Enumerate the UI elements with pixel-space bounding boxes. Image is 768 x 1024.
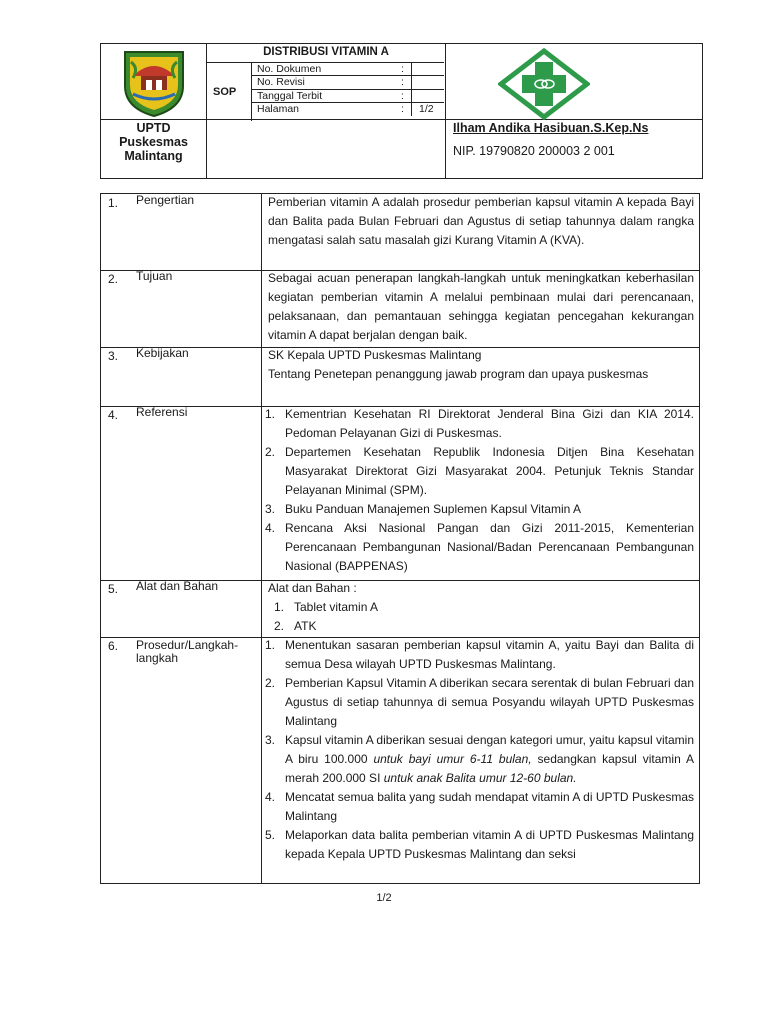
- list-item: [265, 788, 694, 826]
- document-title: DISTRIBUSI VITAMIN A: [263, 46, 389, 58]
- document-header: [100, 43, 703, 179]
- list-item: [274, 598, 694, 617]
- section-number: 1.: [108, 196, 119, 210]
- list-number: 3.: [265, 733, 276, 747]
- divider: [206, 44, 207, 178]
- list-number: 4.: [265, 521, 276, 535]
- section-alat-bahan: [101, 580, 699, 637]
- list-item: [274, 617, 694, 636]
- signatory-nip: NIP. 19790820 200003 2 001: [453, 144, 615, 158]
- list-text: Melaporkan data balita pemberian vitamin A di UPTD Puskesmas Malintang kepada Kepala UPTD Puskesmas Malintang dan seksi: [285, 828, 694, 861]
- section-text: [268, 269, 694, 345]
- section-referensi: [101, 406, 699, 580]
- meta-row: [251, 63, 444, 76]
- regional-emblem-logo: [119, 48, 189, 118]
- list-text: Pemberian Kapsul Vitamin A diberikan secara serentak di bulan Februari dan Agustus di setiap tahunnya di semua Posyandu wilayah UPTD Puskesmas Malintang: [285, 676, 694, 728]
- list-number: 1.: [265, 407, 276, 421]
- puskesmas-logo-cell: [445, 44, 703, 119]
- list-number: 2.: [274, 619, 285, 633]
- list-item: [265, 443, 694, 500]
- list-text: Menentukan sasaran pemberian kapsul vitamin A, yaitu Bayi dan Balita di semua Desa wilayah UPTD Puskesmas Malintang.: [285, 638, 694, 671]
- meta-row: [251, 76, 444, 89]
- meta-label: No. Dokumen: [257, 63, 322, 75]
- section-name: Alat dan Bahan: [136, 579, 219, 593]
- org-line: Malintang: [124, 149, 183, 163]
- list-item: [265, 826, 694, 864]
- document-meta: [251, 63, 444, 116]
- list-item: [265, 674, 694, 731]
- section-name: Pengertian: [136, 193, 195, 207]
- paragraph: Alat dan Bahan :: [268, 581, 357, 595]
- list-number: 3.: [265, 502, 276, 516]
- section-number: 6.: [108, 639, 119, 653]
- italic-text: untuk bayi umur 6-11 bulan,: [373, 752, 532, 766]
- section-text: [268, 346, 694, 384]
- list-item: [265, 500, 694, 519]
- list-item: [265, 636, 694, 674]
- list-text: Kapsul vitamin A diberikan sesuai dengan kategori umur, yaitu kapsul vitamin A biru 100.000: [285, 733, 694, 766]
- list-text: Tablet vitamin A: [294, 600, 379, 614]
- section-number: 3.: [108, 349, 119, 363]
- list-number: 1.: [265, 638, 276, 652]
- section-kebijakan: [101, 347, 699, 406]
- list-number: 2.: [265, 445, 276, 459]
- section-list: [265, 636, 694, 864]
- section-number: 2.: [108, 272, 119, 286]
- section-tujuan: [101, 270, 699, 347]
- section-prosedur: [101, 637, 699, 885]
- section-name: Referensi: [136, 405, 188, 419]
- section-list: [268, 579, 694, 636]
- section-number: 4.: [108, 408, 119, 422]
- list-item: [265, 519, 694, 576]
- section-name: Tujuan: [136, 269, 173, 283]
- meta-colon: :: [401, 63, 404, 75]
- meta-colon: :: [401, 89, 404, 102]
- puskesmas-logo: [498, 48, 590, 120]
- meta-colon: :: [401, 103, 404, 116]
- list-text: sedangkan kapsul vitamin A merah 200.000 SI: [285, 752, 694, 785]
- list-item: [265, 731, 694, 788]
- list-number: 4.: [265, 790, 276, 804]
- section-pengertian: [101, 194, 699, 270]
- list-text: Kementrian Kesehatan RI Direktorat Jenderal Bina Gizi dan KIA 2014. Pedoman Pelayanan Gizi di Puskesmas.: [285, 407, 694, 440]
- list-text: Departemen Kesehatan Republik Indonesia Ditjen Bina Kesehatan Masyarakat Direktorat Gizi Masyarakat 2004. Petunjuk Teknis Standar Pelayanan Minimal (SPM).: [285, 445, 694, 497]
- sop-label: SOP: [213, 86, 237, 98]
- signatory-name: Ilham Andika Hasibuan.S.Kep.Ns: [453, 121, 649, 135]
- italic-text: untuk anak Balita umur 12-60 bulan.: [383, 771, 577, 785]
- list-text: Buku Panduan Manajemen Suplemen Kapsul Vitamin A: [285, 502, 581, 516]
- meta-label: Halaman: [257, 103, 300, 116]
- list-number: 1.: [274, 600, 285, 614]
- paragraph: SK Kepala UPTD Puskesmas Malintang: [268, 348, 482, 362]
- sop-content-table: [100, 193, 700, 884]
- list-text: Rencana Aksi Nasional Pangan dan Gizi 2011-2015, Kementerian Perencanaan Pembangunan Nasional/Badan Perencanaan Pembangunan Nasional (BAPPENAS): [285, 521, 694, 573]
- list-text: Mencatat semua balita yang sudah mendapat vitamin A di UPTD Puskesmas Malintang: [285, 790, 694, 823]
- paragraph: Pemberian vitamin A adalah prosedur pemberian kapsul vitamin A kepada Bayi dan Balita pada Bulan Februari dan Agustus di setiap tahunnya dalam rangka mengatasi salah satu masalah gizi Kurang Vitamin A (KVA).: [268, 195, 694, 247]
- section-list: [265, 405, 694, 576]
- list-text: ATK: [294, 619, 317, 633]
- meta-label: Tanggal Terbit: [257, 89, 323, 102]
- paragraph: Tentang Penetepan penanggung jawab program dan upaya puskesmas: [268, 367, 649, 381]
- list-number: 5.: [265, 828, 276, 842]
- list-item: [265, 405, 694, 443]
- meta-label: No. Revisi: [257, 76, 305, 89]
- org-line: Puskesmas: [119, 135, 188, 149]
- page-number: 1/2: [376, 892, 392, 904]
- organization-name: [101, 121, 206, 163]
- section-name: Kebijakan: [136, 346, 189, 360]
- org-line: UPTD: [136, 121, 171, 135]
- meta-colon: :: [401, 76, 404, 89]
- paragraph: Sebagai acuan penerapan langkah-langkah untuk meningkatkan keberhasilan kegiatan pemberian vitamin A melalui pembinaan mulai dari perencanaan, pelaksanaan, dan pemantauan sehingga kegiatan pencegahan kekurangan vitamin A dapat berjalan dengan baik.: [268, 271, 694, 342]
- section-number: 5.: [108, 582, 119, 596]
- divider: [101, 119, 702, 120]
- section-text: [268, 193, 694, 250]
- section-name: Prosedur/Langkah-langkah: [136, 638, 239, 665]
- meta-row: [251, 90, 444, 103]
- meta-row: [251, 103, 444, 115]
- list-number: 2.: [265, 676, 276, 690]
- meta-value: 1/2: [419, 103, 434, 116]
